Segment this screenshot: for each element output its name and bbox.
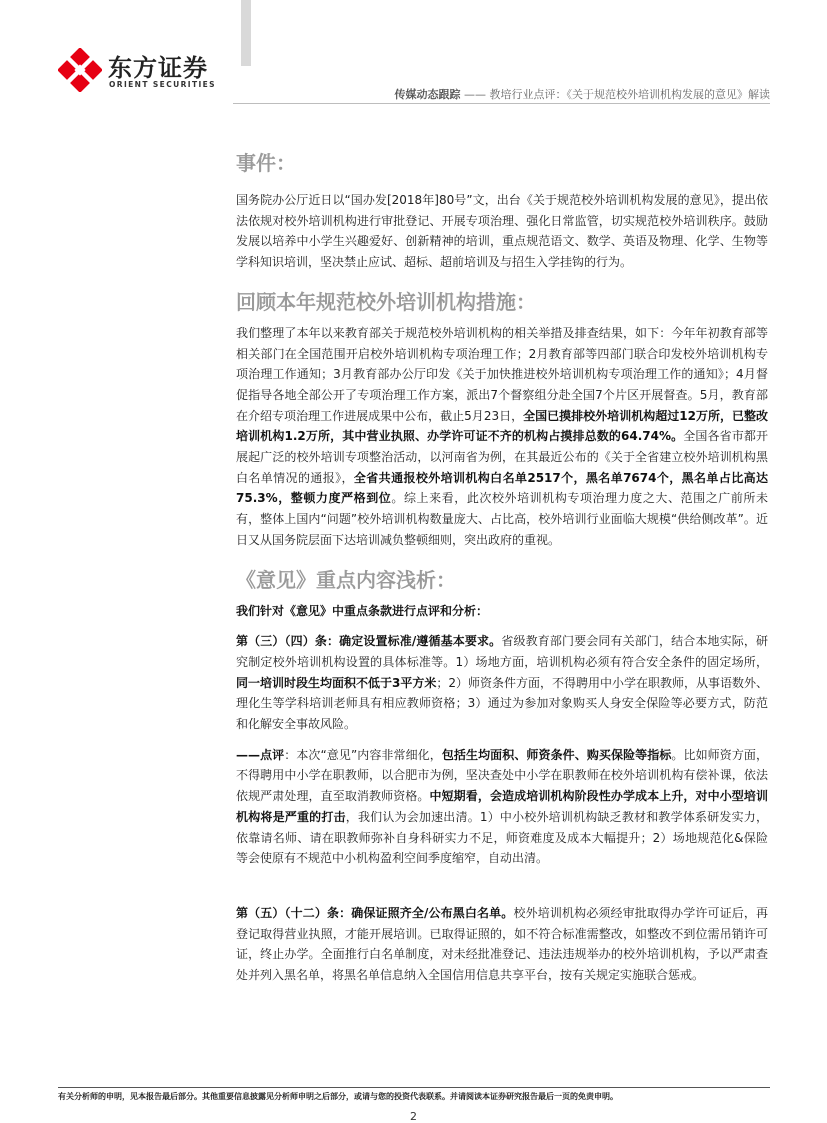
header-corner-bar — [241, 0, 251, 66]
report-body — [236, 148, 768, 986]
analysis-intro-text: 我们针对《意见》中重点条款进行点评和分析： — [236, 603, 489, 618]
comment-label: ——点评 — [236, 747, 285, 762]
report-subtitle: —— 教培行业点评：《关于规范校外培训机构发展的意见》解读 — [464, 88, 770, 101]
comment-text-1: ：本次“意见”内容非常细化， — [284, 747, 442, 762]
orient-logo-mark-icon — [58, 48, 102, 92]
article-3-4-highlight: 同一培训时段生均面积不低于3平方米 — [236, 675, 437, 690]
review-heading: 回顾本年规范校外培训机构措施： — [236, 289, 536, 314]
article-5-12-text: 校外培训机构必须经审批取得办学许可证后，再登记取得营业执照，才能开展培训。已取得证照的，如不符合标准需整改，如整改不到位需吊销许可证，终止办学。全面推行白名单制度，对未经批准登记、违法违规举办的校外培训机构，予以严肃查处并列入黑名单，将黑名单信息纳入全国信用信息共享平台，按有关规定实施联合惩戒。 — [236, 905, 768, 983]
comment-text-3: ，我们认为会加速出清。1）中小校外培训机构缺乏教材和教学体系研发实力，依靠请名师、请在职教师弥补自身科研实力不足，师资难度及成本大幅提升；2）场地规范化&保险等会使原有不规范中小机构盈利空间季度缩窄，自动出清。 — [236, 809, 768, 866]
event-heading: 事件： — [236, 151, 296, 175]
comment-paragraph — [236, 745, 768, 869]
analysis-intro — [236, 601, 768, 622]
event-paragraph: 国务院办公厅近日以“国办发[2018年]80号”文，出台《关于规范校外培训机构发展的意见》，提出依法依规对校外培训机构进行审批登记、开展专项治理、强化日常监管，切实规范校外培训秩序。鼓励发展以培养中小学生兴趣爱好、创新精神的培训，重点规范语文、数学、英语及物理、化学、生物等学科知识培训，坚决禁止应试、超标、超前培训及与招生入学挂钩的行为。 — [236, 193, 768, 270]
review-highlight-2: 全省共通报校外培训机构白名单2517个，黑名单7674个，黑名单占比高达75.3%，整顿力度严格到位 — [236, 470, 768, 506]
logo — [58, 48, 233, 98]
review-text-1: 我们整理了本年以来教育部关于规范校外培训机构的相关举措及排查结果，如下：今年年初教育部等相关部门在全国范围开启校外培训机构专项治理工作；2月教育部等四部门联合印发校外培训机构专项治理工作通知；3月教育部办公厅印发《关于加快推进校外培训机构专项治理工作的通知》；4月督促指导各地全部公开了专项治理工作方案，派出7个督察组分赴全国7个片区开展督查。5月，教育部在介绍专项治理工作进展成果中公布，截止5月23日， — [236, 325, 768, 423]
report-category: 传媒动态跟踪 — [394, 88, 461, 101]
analysis-heading: 《意见》重点内容浅析： — [236, 567, 456, 592]
footer-disclaimer: 有关分析师的申明，见本报告最后部分。其他重要信息披露见分析师申明之后部分，或请与您的投资代表联系。并请阅读本证券研究报告最后一页的免责申明。 — [58, 1092, 618, 1101]
logo-english-name: ORIENT SECURITIES — [109, 80, 216, 89]
review-paragraph — [236, 323, 768, 551]
page-number: 2 — [410, 1110, 417, 1123]
comment-highlight-2: 中短期看，会造成培训机构阶段性办学成本上升，对中小型培训机构将是严重的打击 — [236, 789, 768, 824]
review-highlight-1: 全国已摸排校外培训机构超过12万所，已整改培训机构1.2万所，其中营业执照、办学许可证不齐的机构占摸排总数的64.74%。 — [236, 408, 768, 444]
comment-text-2: 。比如师资方面，不得聘用中小学在职教师，以合肥市为例，坚决查处中小学在职教师在校外培训机构有偿补课，依法依规严肃处理，直至取消教师资格。 — [236, 747, 768, 804]
article-3-4-text-1: 省级教育部门要会同有关部门，结合本地实际，研究制定校外培训机构设置的具体标准等。1）场地方面，培训机构必须有符合安全条件的固定场所， — [236, 634, 768, 669]
article-5-12-title: 第（五）（十二）条：确保证照齐全/公布黑白名单。 — [236, 905, 514, 920]
report-header — [380, 86, 770, 102]
article-5-12-paragraph — [236, 903, 768, 986]
article-3-4-paragraph — [236, 631, 768, 735]
comment-highlight-1: 包括生均面积、师资条件、购买保险等指标 — [441, 747, 672, 762]
footer-divider — [58, 1087, 770, 1088]
review-text-3: 。综上来看，此次校外培训机构专项治理力度之大、范围之广前所未有，整体上国内“问题”校外培训机构数量庞大、占比高，校外培训行业面临大规模“供给侧改革”。近日又从国务院层面下达培训减负整顿细则，突出政府的重视。 — [236, 491, 768, 547]
review-text-2: 全国各省市都开展起广泛的校外培训专项整治活动，以河南省为例，在其最近公布的《关于全省建立校外培训机构黑白名单情况的通报》， — [236, 429, 768, 485]
logo-chinese-name: 东方证券 — [108, 54, 208, 82]
header-divider — [233, 103, 770, 104]
article-3-4-text-2: ；2）师资条件方面，不得聘用中小学在职教师，从事语数外、理化生等学科培训老师具有相应教师资格；3）通过为参加对象购买人身安全保险等必要方式，防范和化解安全事故风险。 — [236, 675, 768, 732]
article-3-4-title: 第（三）（四）条：确定设置标准/遵循基本要求。 — [236, 634, 502, 649]
